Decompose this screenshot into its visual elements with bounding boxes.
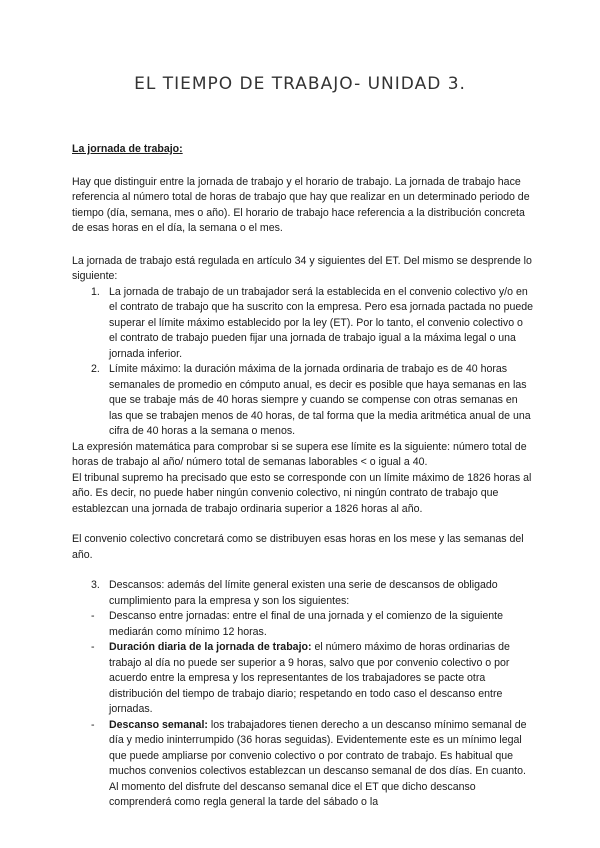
list-item-bold-lead: Descanso semanal: bbox=[109, 718, 208, 731]
paragraph-definition: Hay que distinguir entre la jornada de trabajo y el horario de trabajo. La jornada de trabajo hace referencia al número total de horas de trabajo que hay que realizar en un determinado periodo de tiempo (día, semana, mes o año). El horario de trabajo hace referencia a la distribución concreta de esas horas en el día, la semana o el mes. bbox=[72, 175, 530, 234]
list-dash: - bbox=[91, 718, 95, 731]
list-item bbox=[72, 285, 534, 363]
list-item bbox=[72, 578, 534, 609]
list-item-text: Descansos: además del límite general existen una serie de descansos de obligado cumplimiento para la empresa y son los siguientes: bbox=[109, 579, 498, 607]
list-item-text: Límite máximo: la duración máxima de la jornada ordinaria de trabajo es de 40 horas semanales de promedio en cómputo anual, es decir es posible que haya semanas en las que se trabaje más de 40 horas siempre y cuando se compense con otras semanas en las que se trabajen menos de 40 horas, de tal forma que la media aritmética anual de una cifra de 40 horas a la semana o menos. bbox=[109, 363, 531, 437]
list-dash: - bbox=[91, 610, 95, 622]
list-item-text: el número máximo de horas ordinarias de trabajo al día no puede ser superior a 9 horas, salvo que por convenio colectivo o por acuerdo entre la empresa y los representantes de los trabajadores se pacte otra distribución del tiempo de trabajo diario; respetando en todo caso el descanso entre jornadas. bbox=[109, 641, 510, 715]
list-item-text: La jornada de trabajo de un trabajador será la establecida en el convenio colectivo y/o en el contrato de trabajo que ha suscrito con la empresa. Pero esa jornada pactada no puede superar el límite máximo establecido por la ley (ET). Por lo tanto, el convenio colectivo o el contrato de trabajo pueden fijar una jornada de trabajo igual a la máxima legal o una jornada inferior. bbox=[109, 285, 534, 360]
list-item bbox=[72, 362, 534, 440]
paragraph-regulation: La jornada de trabajo está regulada en artículo 34 y siguientes del ET. Del mismo se desprende lo siguiente: bbox=[72, 254, 532, 282]
document-title: EL TIEMPO DE TRABAJO- UNIDAD 3. bbox=[134, 74, 466, 94]
list-item-text: los trabajadores tienen derecho a un descanso mínimo semanal de día y medio ininterrumpido (36 horas seguidas). Evidentemente este es un mínimo legal que puede ampliarse por convenio colectivo o por contrato de trabajo. Es habitual que muchos convenios colectivos establezcan un descanso semanal de dos días. En cuanto. Al momento del disfrute del descanso semanal dice el ET que dicho descanso comprenderá como regla general la tarde del sábado o la bbox=[109, 718, 527, 808]
list-number: 3. bbox=[91, 579, 100, 591]
paragraph-supreme-court: El tribunal supremo ha precisado que esto se corresponde con un límite máximo de 1826 horas al año. Es decir, no puede haber ningún convenio colectivo, ni ningún contrato de trabajo que establezcan una jornada de trabajo ordinaria superior a 1826 horas al año. bbox=[72, 471, 532, 515]
list-item bbox=[72, 640, 534, 718]
document-body bbox=[72, 142, 534, 811]
list-number: 2. bbox=[91, 363, 100, 375]
list-dash: - bbox=[91, 641, 95, 653]
paragraph-convenio: El convenio colectivo concretará como se distribuyen esas horas en los mese y las semanas del año. bbox=[72, 533, 524, 561]
list-number: 1. bbox=[91, 285, 100, 298]
list-item-text: Descanso entre jornadas: entre el final de una jornada y el comienzo de la siguiente mediarán como mínimo 12 horas. bbox=[109, 610, 503, 638]
list-item bbox=[72, 718, 534, 811]
list-item-bold-lead: Duración diaria de la jornada de trabajo: bbox=[109, 641, 312, 653]
paragraph-formula: La expresión matemática para comprobar si se supera ese límite es la siguiente: número total de horas de trabajo al año/ número total de semanas laborables < o igual a 40. bbox=[72, 440, 527, 468]
list-item bbox=[72, 609, 534, 640]
section-heading: La jornada de trabajo: bbox=[72, 143, 183, 155]
numbered-list bbox=[72, 285, 534, 440]
rest-list bbox=[72, 578, 534, 811]
